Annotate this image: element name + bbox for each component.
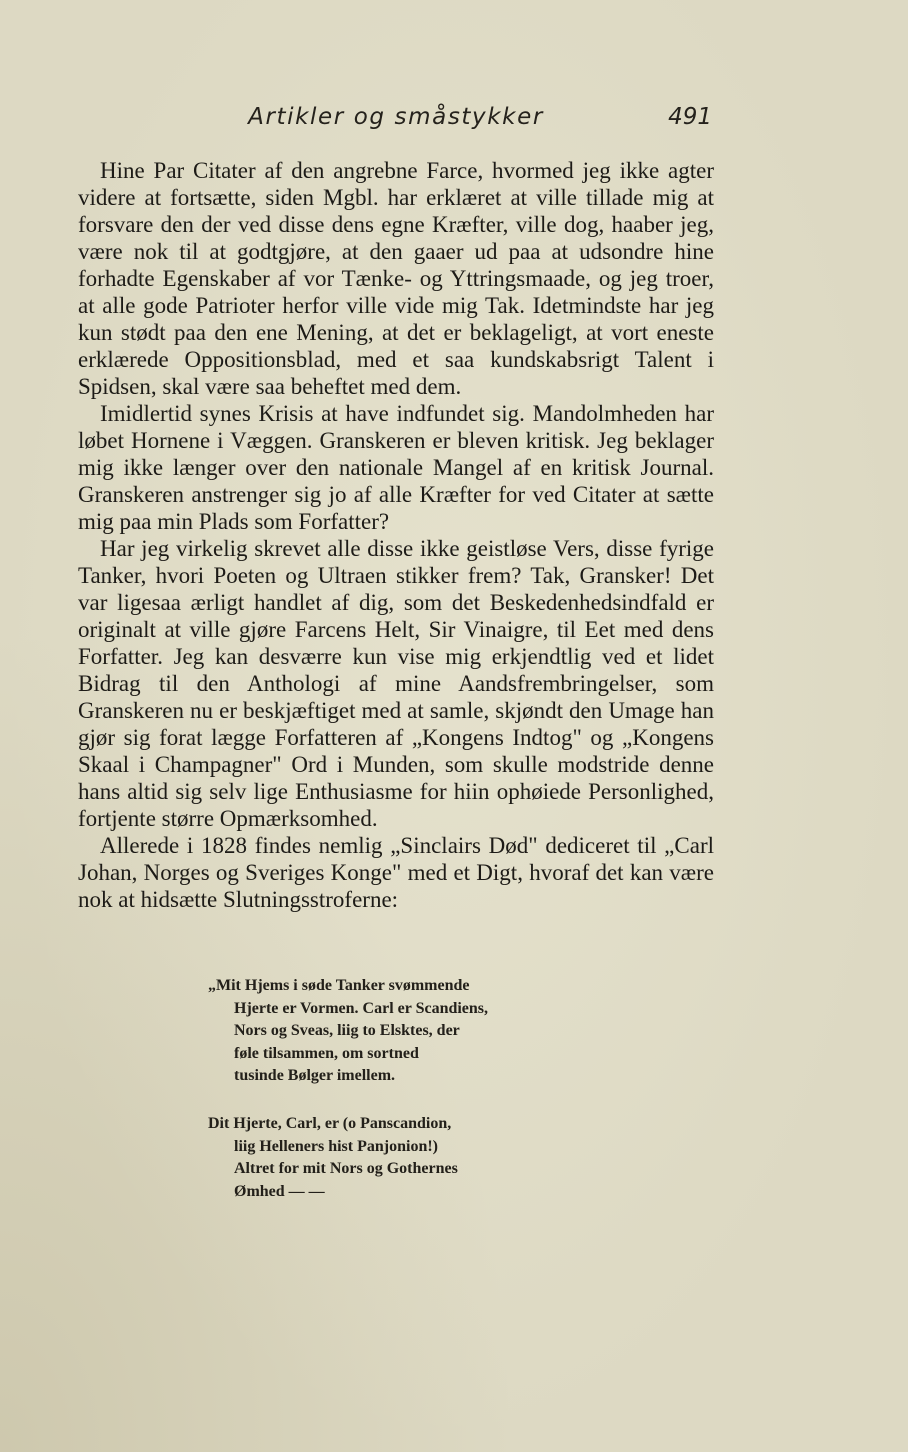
poem-line: Altret for mit Nors og Gothernes: [234, 1160, 458, 1177]
body-text: [78, 157, 714, 913]
poem-stanza-2: [208, 1113, 548, 1203]
running-title: Artikler og småstykker: [248, 104, 544, 130]
poem-line: liig Helleners hist Panjonion!): [234, 1137, 438, 1155]
poem-line: Dit Hjerte, Carl, er (o Panscandion,: [208, 1115, 452, 1132]
paragraph-3: Har jeg virkelig skrevet alle disse ikke geistløse Vers, disse fyrige Tanker, hvori Poeten og Ultraen stikker frem? Tak, Gransker! Det var ligesaa ærligt handlet af dig, som det Beskedenhedsindfald er originalt at ville gjøre Farcens Helt, Sir Vinaigre, til Eet med dens Forfatter. Jeg kan desværre kun vise mig erkjendtlig ved et lidet Bidrag til den Anthologi af mine Aandsfrembringelser, som Granskeren nu er beskjæftiget med at samle, skjøndt den Umage han gjør sig forat lægge Forfatteren af „Kongens Indtog" og „Kongens Skaal i Champagner" Ord i Munden, som skulle modstride denne hans altid sig selv lige Enthusiasme for hiin ophøiede Personlighed, fortjente større Opmærksomhed.: [78, 536, 714, 831]
paragraph-4: Allerede i 1828 findes nemlig „Sinclairs Død" dediceret til „Carl Johan, Norges og Sveriges Konge" med et Digt, hvoraf det kan være nok at hidsætte Slutningsstroferne:: [78, 833, 714, 912]
poem-line: Hjerte er Vormen. Carl er Scandiens,: [234, 999, 489, 1017]
poem-line: føle tilsammen, om sortned: [234, 1044, 419, 1062]
poem-line: Ømhed — —: [234, 1182, 325, 1200]
poem-stanza-1: [208, 975, 548, 1088]
poem-line: Nors og Sveas, liig to Elsktes, der: [234, 1022, 460, 1039]
page-number: 491: [668, 104, 712, 130]
running-head: [78, 104, 714, 140]
paragraph-1: Hine Par Citater af den angrebne Farce, hvormed jeg ikke agter videre at fortsætte, siden Mgbl. har erklæret at ville tillade mig at forsvare den der ved disse dens egne Kræfter, ville dog, haaber jeg, være nok til at godtgjøre, at den gaaer ud paa at udsondre hine forhadte Egenskaber af vor Tænke- og Yttringsmaade, og jeg troer, at alle gode Patrioter herfor ville vide mig Tak. Idetmindste har jeg kun stødt paa den ene Mening, at det er beklageligt, at vort eneste erklærede Oppositionsblad, med et saa kundskabsrigt Talent i Spidsen, skal være saa beheftet med dem.: [78, 158, 714, 399]
poem-line: „Mit Hjems i søde Tanker svømmende: [208, 977, 470, 994]
poem-line: tusinde Bølger imellem.: [234, 1067, 396, 1084]
paragraph-2: Imidlertid synes Krisis at have indfundet sig. Mandolmheden har løbet Hornene i Væggen. Granskeren er bleven kritisk. Jeg beklager mig ikke længer over den nationale Mangel af en kritisk Journal. Granskeren anstrenger sig jo af alle Kræfter for ved Citater at sætte mig paa min Plads som Forfatter?: [78, 401, 714, 534]
